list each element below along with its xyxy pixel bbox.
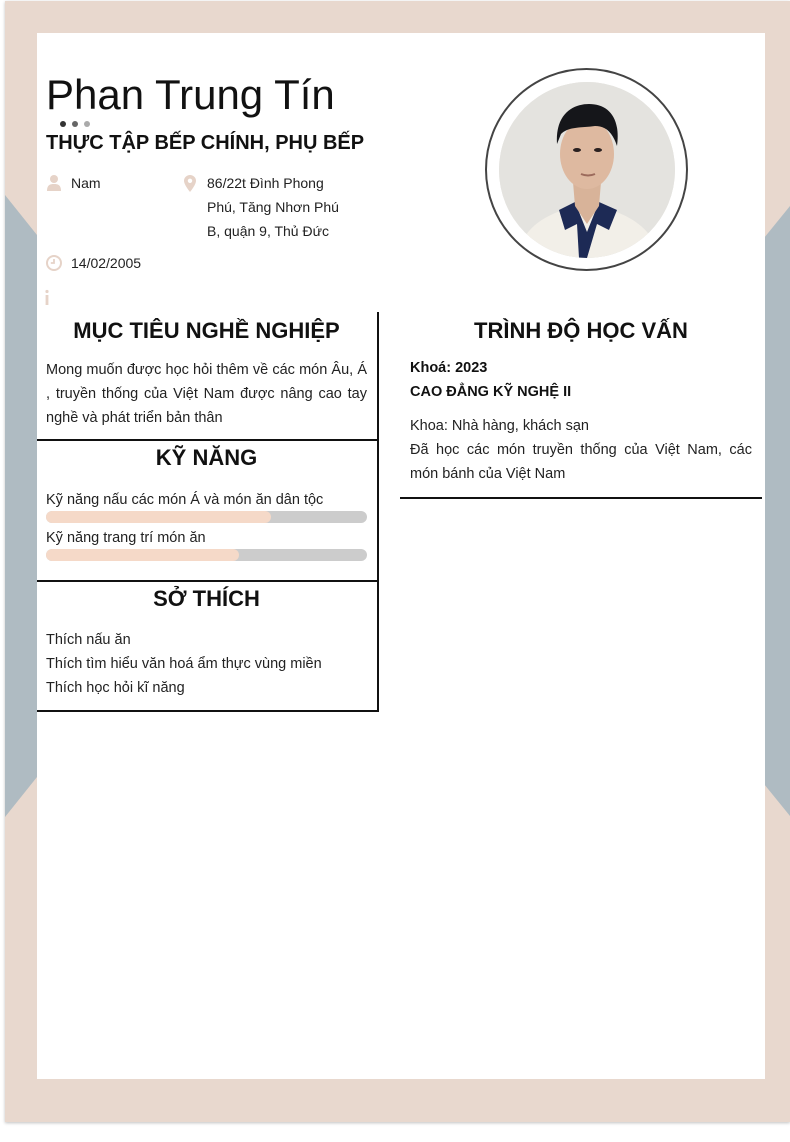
user-icon: [46, 174, 62, 192]
right-column: [400, 312, 762, 499]
profile-photo-frame: [485, 68, 688, 271]
skill-bar-fill: [46, 549, 239, 561]
left-column: [37, 312, 379, 712]
hobby-item: Thích nấu ăn: [46, 632, 131, 648]
skill-bar: [46, 549, 367, 561]
candidate-name: Phan Trung Tín: [46, 71, 335, 118]
address-value: 86/22t Đình Phong Phú, Tăng Nhơn Phú B, quận 9, Thủ Đức: [207, 175, 339, 239]
cv-page: [5, 1, 790, 1122]
skill-label: Kỹ năng trang trí món ăn: [46, 530, 206, 546]
decorative-shape-left: [5, 195, 37, 817]
education-description: Đã học các món truyền thống của Việt Nam, các món bánh của Việt Nam: [410, 442, 752, 482]
dot-2: [72, 121, 78, 127]
education-section: [400, 312, 762, 499]
clock-icon: [46, 254, 62, 272]
skill-bar: [46, 511, 367, 523]
gender-info: [46, 171, 101, 195]
hobbies-title: SỞ THÍCH: [153, 586, 260, 611]
skill-label: Kỹ năng nấu các món Á và món ăn dân tộc: [46, 492, 324, 508]
decorative-shape-right: [764, 206, 790, 816]
career-goal-text: Mong muốn được học hỏi thêm về các món Âu, Á , truyền thống của Việt Nam được nâng cao tay nghề và phát triển bản thân: [46, 362, 367, 426]
hobbies-section: [37, 582, 377, 712]
skill-item: [46, 527, 367, 561]
job-title: THỰC TẬP BẾP CHÍNH, PHỤ BẾP: [46, 132, 365, 154]
dot-1: [60, 121, 66, 127]
birthdate-value: 14/02/2005: [71, 255, 142, 271]
skills-section: [37, 441, 377, 582]
skill-item: [46, 489, 367, 523]
career-goal-section: [37, 312, 377, 441]
career-goal-title: MỤC TIÊU NGHỀ NGHIỆP: [73, 318, 340, 343]
extra-info: [46, 285, 59, 306]
info-icon: [44, 288, 50, 306]
birthdate-info: [46, 251, 141, 275]
education-year: Khoá: 2023: [410, 360, 488, 376]
skills-title: KỸ NĂNG: [155, 445, 258, 470]
hobbies-list: [46, 628, 367, 700]
hobby-item: Thích tìm hiểu văn hoá ẩm thực vùng miền: [46, 656, 322, 672]
decorative-dots: [60, 121, 90, 127]
gender-value: Nam: [71, 175, 101, 191]
skills-list: [46, 489, 367, 561]
skill-bar-fill: [46, 511, 271, 523]
address-info: [184, 171, 354, 243]
education-major: Khoa: Nhà hàng, khách sạn: [410, 418, 589, 434]
map-pin-icon: [184, 174, 196, 192]
profile-photo: [499, 82, 675, 258]
dot-3: [84, 121, 90, 127]
cv-sheet: [37, 33, 765, 1079]
education-title: TRÌNH ĐỘ HỌC VẤN: [474, 318, 688, 343]
hobby-item: Thích học hỏi kĩ năng: [46, 680, 185, 696]
education-school: CAO ĐẲNG KỸ NGHỆ II: [410, 384, 572, 400]
